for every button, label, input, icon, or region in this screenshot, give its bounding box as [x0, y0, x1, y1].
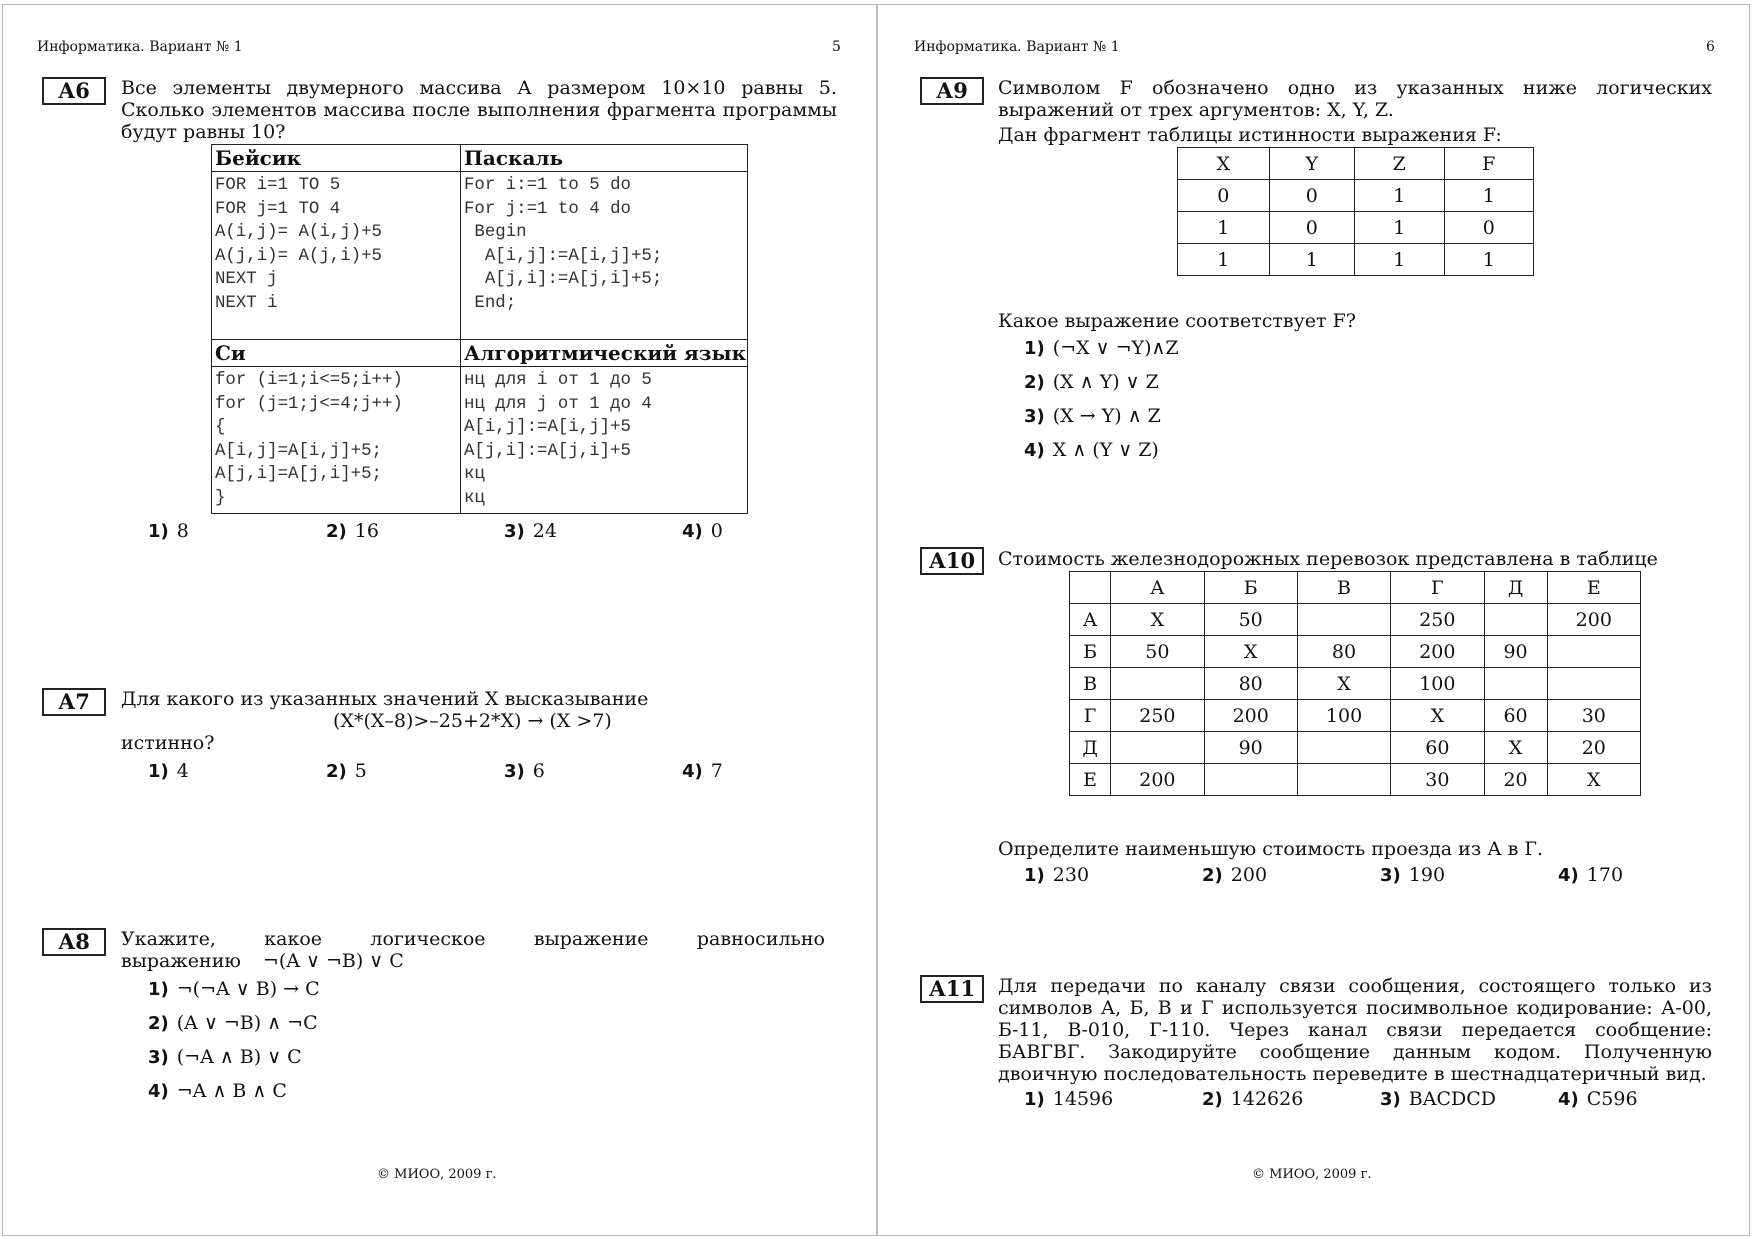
a9-option-1-text: (¬X ∨ ¬Y)∧Z: [1052, 337, 1179, 359]
table-row: [1070, 764, 1641, 796]
a11-option-2: [1202, 1088, 1303, 1110]
a6-option-1: [148, 520, 189, 542]
table-cell: [1484, 668, 1547, 700]
a8-label-box: А8: [42, 928, 106, 956]
table-cell: 1: [1355, 244, 1445, 276]
table-cell: 80: [1297, 636, 1390, 668]
table-cell: 60: [1391, 732, 1484, 764]
algo-title: Алгоритмический язык: [460, 340, 747, 367]
a10-option-2: [1202, 864, 1267, 886]
a7-option-3-text: 6: [532, 760, 545, 782]
table-cell: 1: [1178, 212, 1270, 244]
a6-option-2: [326, 520, 379, 542]
pascal-title: Паскаль: [460, 145, 747, 172]
a10-option-2-num: 2): [1202, 865, 1223, 886]
a6-option-2-text: 16: [354, 520, 379, 542]
table-cell: [1547, 668, 1640, 700]
a7-label-box: А7: [42, 688, 106, 716]
a9-option-2: [1024, 371, 1159, 393]
table-cell: Х: [1111, 604, 1204, 636]
table-header-cell: А: [1111, 572, 1204, 604]
a8-text2: выражению: [121, 950, 241, 972]
table-header-cell: Б: [1204, 572, 1297, 604]
a9-option-1-num: 1): [1024, 338, 1045, 359]
a10-option-3: [1380, 864, 1445, 886]
a7-question-end: истинно?: [121, 732, 215, 754]
table-cell: 80: [1204, 668, 1297, 700]
table-cell: Х: [1204, 636, 1297, 668]
table-cell: [1547, 636, 1640, 668]
a10-option-3-num: 3): [1380, 865, 1401, 886]
a8-option-1-text: ¬(¬A ∨ B) → C: [176, 978, 320, 1000]
table-cell: Б: [1070, 636, 1111, 668]
table-header-cell: F: [1444, 148, 1533, 180]
a11-option-4-num: 4): [1558, 1089, 1579, 1110]
a10-question-text: Стоимость железнодорожных перевозок представлена в таблице: [998, 548, 1658, 570]
a6-option-3: [504, 520, 557, 542]
table-row: [1178, 212, 1534, 244]
a6-option-4: [682, 520, 723, 542]
a6-option-2-num: 2): [326, 521, 347, 542]
a6-option-1-num: 1): [148, 521, 169, 542]
left-header-title: Информатика. Вариант № 1: [37, 39, 243, 55]
a7-option-4-text: 7: [710, 760, 723, 782]
basic-code: FOR i=1 TO 5 FOR j=1 TO 4 A(i,j)= A(i,j)+5 A(j,i)= A(j,i)+5 NEXT j NEXT i: [212, 172, 460, 340]
a11-option-3-text: BACDCD: [1408, 1088, 1496, 1110]
a10-option-4: [1558, 864, 1623, 886]
table-cell: 200: [1204, 700, 1297, 732]
a6-option-4-text: 0: [710, 520, 723, 542]
table-cell: [1111, 732, 1204, 764]
a9-option-1: [1024, 337, 1179, 359]
table-header-cell: X: [1178, 148, 1270, 180]
a7-option-2-text: 5: [354, 760, 367, 782]
table-cell: [1297, 764, 1390, 796]
a9-option-4-text: X ∧ (Y ∨ Z): [1052, 439, 1159, 461]
a7-option-2-num: 2): [326, 761, 347, 782]
a11-option-3: [1380, 1088, 1496, 1110]
table-header-cell: Г: [1391, 572, 1484, 604]
a11-question-text: Для передачи по каналу связи сообщения, состоящего только из символов А, Б, В и Г используется посимвольное кодирование: А-00, Б-11, В-010, Г-110. Через канал связи передается сообщение: БАВГВГ. Закодируйте сообщение данным кодом. Полученную двоичную последовательность переведите в шестнадцатеричный вид.: [998, 975, 1712, 1085]
c-code: for (i=1;i<=5;i++) for (j=1;j<=4;j++) { A[i,j]=A[i,j]+5; A[j,i]=A[j,i]+5; }: [215, 371, 403, 508]
table-row: [1178, 180, 1534, 212]
table-cell: 1: [1178, 244, 1270, 276]
a11-option-1-text: 14596: [1052, 1088, 1114, 1110]
table-cell: 200: [1111, 764, 1204, 796]
a10-option-2-text: 200: [1230, 864, 1268, 886]
a7-formula: (X*(X–8)>–25+2*X) → (X >7): [333, 710, 612, 732]
a11-option-4: [1558, 1088, 1638, 1110]
table-cell: 1: [1269, 244, 1354, 276]
a8-option-4: [148, 1080, 287, 1102]
a7-option-4-num: 4): [682, 761, 703, 782]
a9-question-text: Символом F обозначено одно из указанных ниже логических выражений от трех аргументов: X, Y, Z.: [998, 77, 1712, 121]
basic-title: Бейсик: [212, 145, 460, 172]
table-cell: 100: [1297, 700, 1390, 732]
table-cell: [1111, 668, 1204, 700]
table-row: [1070, 668, 1641, 700]
a9-option-4-num: 4): [1024, 440, 1045, 461]
table-cell: А: [1070, 604, 1111, 636]
table-cell: Д: [1070, 732, 1111, 764]
table-cell: 250: [1391, 604, 1484, 636]
table-header-cell: В: [1297, 572, 1390, 604]
a11-label-box: А11: [920, 975, 984, 1003]
table-cell: Х: [1484, 732, 1547, 764]
table-cell: 200: [1547, 604, 1640, 636]
table-cell: 200: [1391, 636, 1484, 668]
table-header-row: [1070, 572, 1641, 604]
table-cell: [1204, 764, 1297, 796]
a10-option-1-text: 230: [1052, 864, 1090, 886]
a9-truth-table: [1177, 147, 1534, 276]
table-cell: 0: [1444, 212, 1533, 244]
a9-option-2-text: (X ∧ Y) ∨ Z: [1052, 371, 1159, 393]
a8-formula: ¬(A ∨ ¬B) ∨ C: [262, 950, 404, 972]
table-cell: 50: [1111, 636, 1204, 668]
c-title: Си: [212, 340, 460, 367]
table-cell: [1484, 604, 1547, 636]
table-cell: [1297, 604, 1390, 636]
table-row: [1178, 244, 1534, 276]
table-cell: 20: [1547, 732, 1640, 764]
table-row: [1070, 700, 1641, 732]
a10-option-1-num: 1): [1024, 865, 1045, 886]
a7-option-2: [326, 760, 367, 782]
a7-option-1-num: 1): [148, 761, 169, 782]
table-cell: 1: [1355, 212, 1445, 244]
a8-option-4-num: 4): [148, 1081, 169, 1102]
a6-option-1-text: 8: [176, 520, 189, 542]
a8-option-2-text: (A ∨ ¬B) ∧ ¬C: [176, 1012, 318, 1034]
a9-option-3-text: (X → Y) ∧ Z: [1052, 405, 1161, 427]
a9-option-4: [1024, 439, 1159, 461]
table-header-cell: [1070, 572, 1111, 604]
a8-option-2: [148, 1012, 318, 1034]
table-cell: 0: [1269, 212, 1354, 244]
table-row: [1070, 636, 1641, 668]
table-cell: 50: [1204, 604, 1297, 636]
a8-option-1-num: 1): [148, 979, 169, 1000]
a11-option-2-num: 2): [1202, 1089, 1223, 1110]
table-cell: 0: [1178, 180, 1270, 212]
a9-option-3-num: 3): [1024, 406, 1045, 427]
a10-option-3-text: 190: [1408, 864, 1446, 886]
algo-code: нц для i от 1 до 5 нц для j от 1 до 4 A[i,j]:=A[i,j]+5 A[j,i]:=A[j,i]+5 кц кц: [460, 367, 747, 513]
table-cell: Х: [1391, 700, 1484, 732]
left-footer: © МИОО, 2009 г.: [377, 1167, 497, 1182]
table-cell: 20: [1484, 764, 1547, 796]
a9-option-3: [1024, 405, 1161, 427]
a6-option-3-num: 3): [504, 521, 525, 542]
right-header-title: Информатика. Вариант № 1: [914, 39, 1120, 55]
a8-option-4-text: ¬A ∧ B ∧ C: [176, 1080, 287, 1102]
table-cell: В: [1070, 668, 1111, 700]
a8-option-1: [148, 978, 320, 1000]
table-row: [1070, 732, 1641, 764]
table-row: [1070, 604, 1641, 636]
table-cell: [1297, 732, 1390, 764]
table-cell: 250: [1111, 700, 1204, 732]
pascal-code: For i:=1 to 5 do For j:=1 to 4 do Begin A[i,j]:=A[i,j]+5; A[j,i]:=A[j,i]+5; End;: [460, 172, 747, 340]
a11-option-4-text: C596: [1586, 1088, 1638, 1110]
a8-option-2-num: 2): [148, 1013, 169, 1034]
a8-option-3: [148, 1046, 302, 1068]
a8-question-text: Укажите, какое логическое выражение равносильно: [121, 928, 825, 950]
table-cell: 1: [1444, 180, 1533, 212]
table-header-cell: Y: [1269, 148, 1354, 180]
table-cell: Х: [1547, 764, 1640, 796]
a8-option-3-num: 3): [148, 1047, 169, 1068]
table-header-cell: Д: [1484, 572, 1547, 604]
table-cell: 0: [1269, 180, 1354, 212]
a10-cost-table: [1069, 571, 1641, 796]
table-cell: 1: [1444, 244, 1533, 276]
table-cell: Г: [1070, 700, 1111, 732]
table-cell: 90: [1484, 636, 1547, 668]
a7-option-1: [148, 760, 189, 782]
table-cell: 1: [1355, 180, 1445, 212]
table-cell: 30: [1547, 700, 1640, 732]
a6-question-text: Все элементы двумерного массива А размером 10×10 равны 5. Сколько элементов массива после выполнения фрагмента программы будут равны 10?: [121, 77, 837, 143]
table-cell: 60: [1484, 700, 1547, 732]
a7-option-1-text: 4: [176, 760, 189, 782]
a9-label-box: А9: [920, 77, 984, 105]
table-cell: 90: [1204, 732, 1297, 764]
a11-option-3-num: 3): [1380, 1089, 1401, 1110]
a6-code-table: [211, 144, 748, 514]
a10-option-4-text: 170: [1586, 864, 1624, 886]
a9-question-text-2: Дан фрагмент таблицы истинности выражения F:: [998, 124, 1502, 146]
table-cell: Х: [1297, 668, 1390, 700]
a9-question: Какое выражение соответствует F?: [998, 310, 1356, 332]
table-cell: 30: [1391, 764, 1484, 796]
a10-option-4-num: 4): [1558, 865, 1579, 886]
a8-question-text-2: [121, 950, 404, 972]
a6-label-box: А6: [42, 77, 106, 105]
left-page-number: 5: [832, 39, 841, 55]
a7-option-4: [682, 760, 723, 782]
a7-option-3-num: 3): [504, 761, 525, 782]
a10-option-1: [1024, 864, 1089, 886]
a11-option-2-text: 142626: [1230, 1088, 1304, 1110]
table-header-cell: Е: [1547, 572, 1640, 604]
right-page-number: 6: [1706, 39, 1715, 55]
a11-option-1-num: 1): [1024, 1089, 1045, 1110]
right-footer: © МИОО, 2009 г.: [1252, 1167, 1372, 1182]
a7-option-3: [504, 760, 545, 782]
table-header-cell: Z: [1355, 148, 1445, 180]
table-header-row: [1178, 148, 1534, 180]
a6-option-4-num: 4): [682, 521, 703, 542]
a8-option-3-text: (¬A ∧ B) ∨ C: [176, 1046, 302, 1068]
a7-question-text: Для какого из указанных значений X высказывание: [121, 688, 649, 710]
table-cell: 100: [1391, 668, 1484, 700]
a10-label-box: А10: [920, 547, 984, 575]
a10-question: Определите наименьшую стоимость проезда из А в Г.: [998, 838, 1544, 860]
a11-option-1: [1024, 1088, 1113, 1110]
a9-option-2-num: 2): [1024, 372, 1045, 393]
a6-option-3-text: 24: [532, 520, 557, 542]
table-cell: Е: [1070, 764, 1111, 796]
